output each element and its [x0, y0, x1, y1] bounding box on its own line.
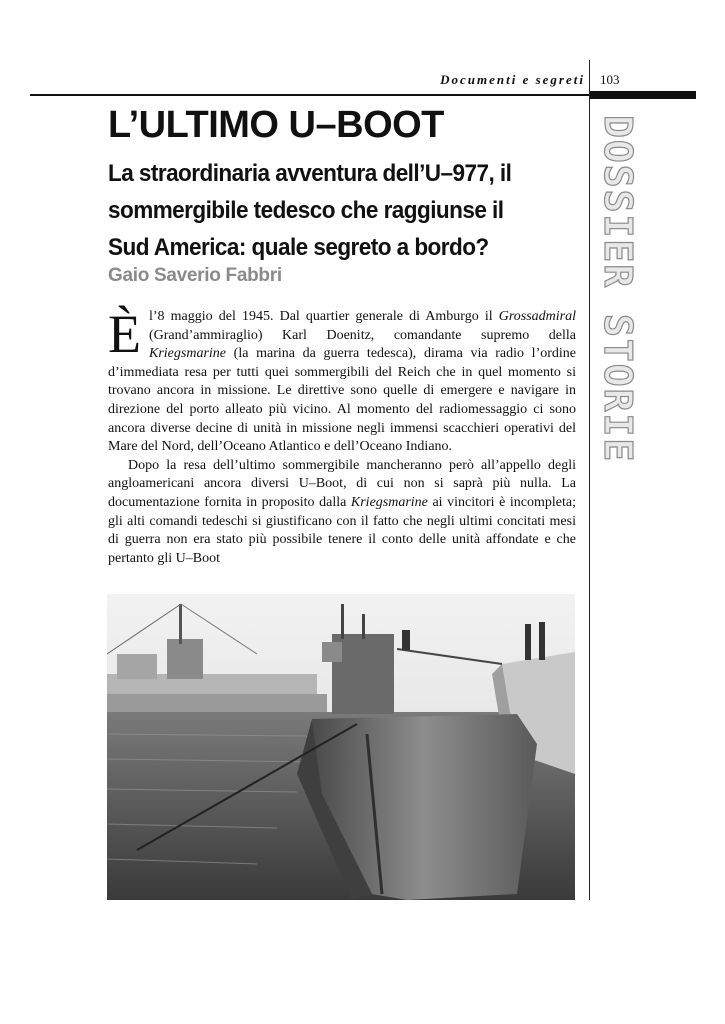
emphasis: Kriegsmarine — [149, 346, 226, 362]
text-span: (Grand’ammiraglio) Karl Doenitz, comandante supremo della — [149, 327, 576, 343]
text-span: l’8 maggio del 1945. Dal quartier generale di Amburgo il — [149, 309, 499, 324]
submarine-photo-drawing — [107, 594, 575, 900]
article-author: Gaio Saverio Fabbri — [108, 265, 282, 286]
paragraph-1 — [108, 304, 576, 457]
sidebar-vertical-label — [596, 115, 640, 495]
article-body — [108, 304, 577, 568]
page-number: 103 — [600, 72, 620, 87]
paragraph-2 — [108, 457, 576, 569]
submarine-photo — [107, 594, 575, 900]
column-divider — [589, 60, 590, 900]
text-span: Dopo la resa dell’ultimo sommergibile mancheranno però all’appello degli angloamericani ancora diversi U–Boot, di cui non si saprà più nulla. La documentazione fornita in proposito dalla — [108, 457, 576, 510]
section-label: Documenti e segreti — [440, 72, 585, 87]
header-rule — [30, 94, 590, 96]
text-span: ai vincitori è incompleta; gli alti comandi tedeschi si giustificano con il fatto che negli ultimi concitati mesi di guerra non era stato più possibile tenere il conto delle unità affondate e che pertanto gli U–Boot — [108, 494, 577, 566]
article-subtitle: La straordinaria avventura dell’U–977, il sommergibile tedesco che raggiunse il Sud America: quale segreto a bordo? — [108, 160, 512, 261]
emphasis: Grossadmiral — [498, 309, 576, 324]
drop-cap: È — [108, 304, 141, 364]
emphasis: Kriegsmarine — [350, 494, 428, 510]
dossier-storie-label: DOSSIER STORIE — [596, 115, 640, 464]
header-bar — [590, 91, 696, 99]
article-title: L’ULTIMO U–BOOT — [108, 104, 444, 146]
text-span: (la marina da guerra tedesca), dirama via radio l’ordine d’immediata resa per tutti quei sommergibili del Reich che in quel momento si trovano ancora in missione. Le direttive sono quelle di emergere e navigare in direzione del porto alleato più vicino. Al momento del radiomessaggio ci sono ancora diverse decine di unità in missione negli immensi scacchieri operativi del Mare del Nord, dell’Oceano Atlantico e dell’Oceano Indiano. — [108, 346, 576, 455]
